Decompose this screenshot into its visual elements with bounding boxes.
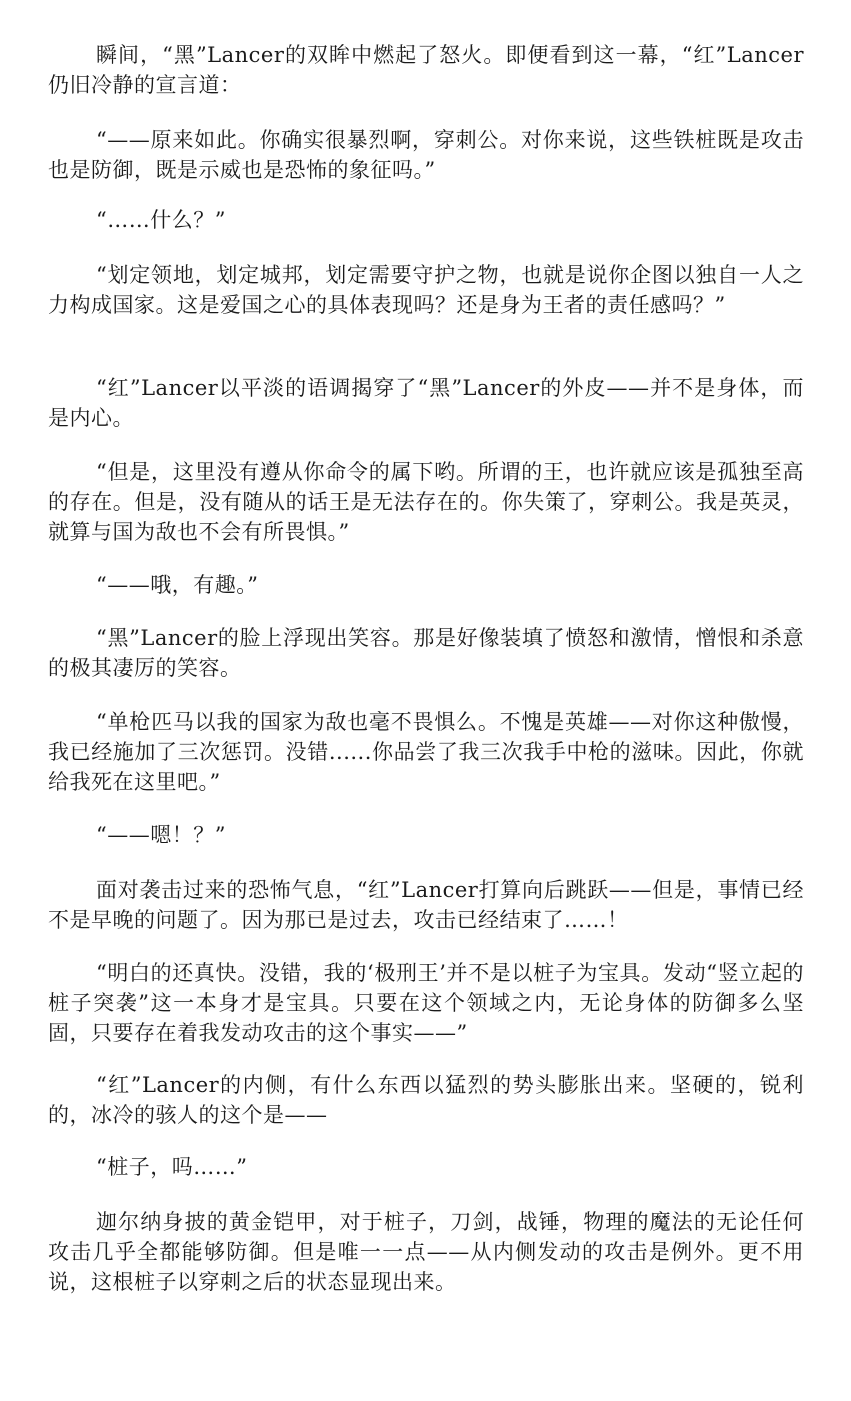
paragraph: 瞬间，“黑”Lancer的双眸中燃起了怒火。即便看到这一幕，“红”Lancer仍旧冷静的宣言道： — [48, 43, 804, 97]
paragraph: 面对袭击过来的恐怖气息，“红”Lancer打算向后跳跃——但是，事情已经不是早晚的问题了。因为那已是过去，攻击已经结束了……！ — [48, 878, 804, 932]
paragraph: “——原来如此。你确实很暴烈啊，穿刺公。对你来说，这些铁桩既是攻击也是防御，既是示威也是恐怖的象征吗。” — [48, 128, 804, 182]
paragraph: “红”Lancer以平淡的语调揭穿了“黑”Lancer的外皮——并不是身体，而是内心。 — [48, 376, 804, 430]
paragraph: “单枪匹马以我的国家为敌也毫不畏惧么。不愧是英雄——对你这种傲慢，我已经施加了三次惩罚。没错......你品尝了我三次我手中枪的滋味。因此，你就给我死在这里吧。” — [48, 710, 804, 794]
paragraph: “明白的还真快。没错，我的‘极刑王’并不是以桩子为宝具。发动“竖立起的桩子突袭”这一本身才是宝具。只要在这个领域之内，无论身体的防御多么坚固，只要存在着我发动攻击的这个事实——” — [48, 961, 804, 1045]
paragraph: “——嗯！？” — [96, 823, 226, 847]
paragraph: “红”Lancer的内侧，有什么东西以猛烈的势头膨胀出来。坚硬的，锐利的，冰冷的骇人的这个是—— — [48, 1073, 804, 1127]
paragraph: “……什么？” — [96, 208, 226, 232]
paragraph: “桩子，吗……” — [96, 1155, 248, 1179]
paragraph: “黑”Lancer的脸上浮现出笑容。那是好像装填了愤怒和激情，憎恨和杀意的极其凄厉的笑容。 — [48, 626, 804, 680]
paragraph: 迦尔纳身披的黄金铠甲，对于桩子，刀剑，战锤，物理的魔法的无论任何攻击几乎全都能够防御。但是唯一一点——从内侧发动的攻击是例外。更不用说，这根桩子以穿刺之后的状态显现出来。 — [48, 1210, 804, 1294]
paragraph: “但是，这里没有遵从你命令的属下哟。所谓的王，也许就应该是孤独至高的存在。但是，没有随从的话王是无法存在的。你失策了，穿刺公。我是英灵，就算与国为敌也不会有所畏惧。” — [48, 460, 804, 544]
paragraph: “划定领地，划定城邦，划定需要守护之物，也就是说你企图以独自一人之力构成国家。这是爱国之心的具体表现吗？还是身为王者的责任感吗？” — [48, 263, 804, 317]
paragraph: “——哦，有趣。” — [96, 573, 259, 597]
